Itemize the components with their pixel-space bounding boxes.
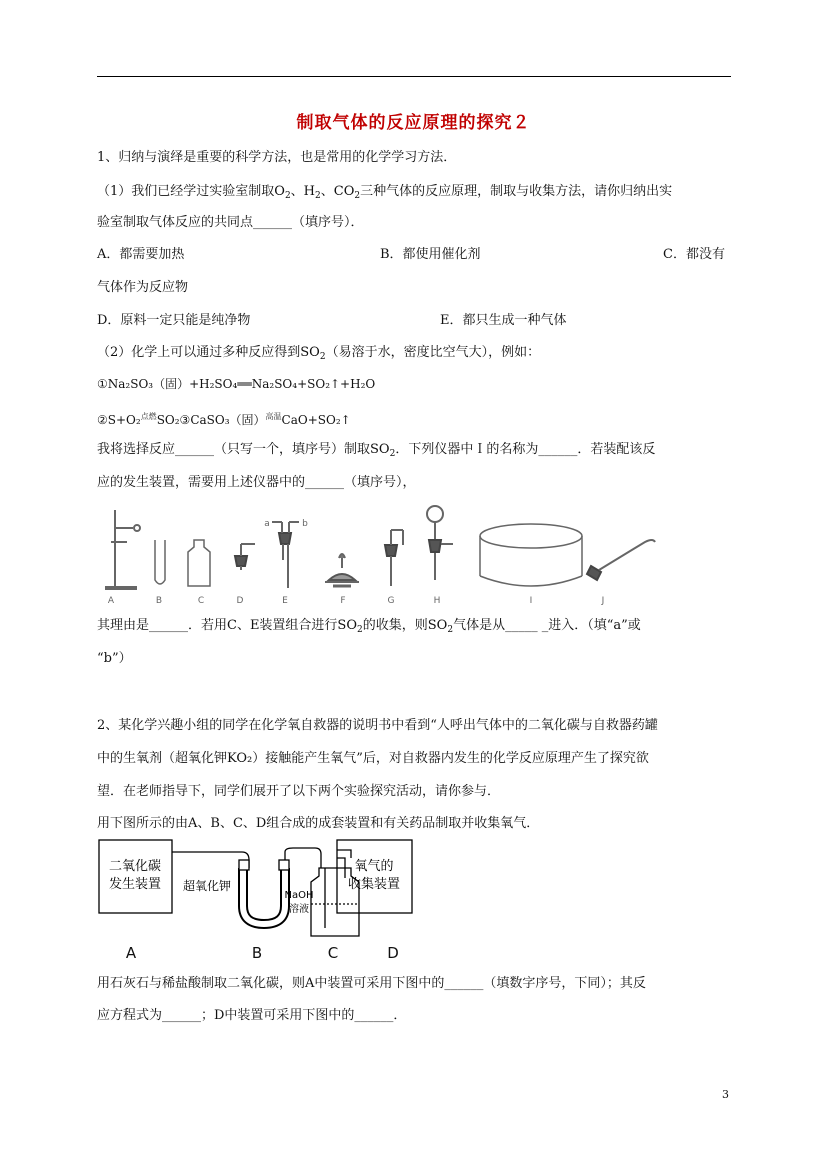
reagent-c-line1: NaOH [284, 890, 314, 901]
q1-part1-line1: （1）我们已经学过实验室制取$O_2$、$H_2$、$CO_2$三种气体的反应原理，制取与收集方法，请你归纳出实 [97, 184, 673, 201]
option-a: A．都需要加热 [97, 247, 185, 262]
q1-intro: 1、归纳与演绎是重要的科学方法，也是常用的化学学习方法． [97, 150, 457, 165]
q2-line1: 2、某化学兴趣小组的同学在化学氧自救器的说明书中看到“人呼出气体中的二氧化碳与自救器药罐 [97, 718, 658, 733]
caption-a: A [125, 944, 137, 962]
caption-b: B [251, 944, 263, 962]
q1-part3-line1: 我将选择反应______（只写一个，填序号）制取$SO_2$．下列仪器中Ｉ的名称为______．若装配该反 [97, 442, 656, 459]
header-rule [97, 76, 731, 77]
apparatus-h-thistle-funnel [427, 506, 453, 580]
q1-part2-line: （2）化学上可以通过多种反应得到$SO_2$（易溶于水，密度比空气大），例如： [97, 345, 541, 362]
label-j: J [601, 596, 605, 606]
caption-d: D [387, 944, 399, 962]
page-number: 3 [722, 1088, 729, 1101]
equation-2-3: ②S+O₂$^{点燃}$SO₂③CaSO₃（固）$^{高温}$CaO+SO₂↑ [97, 412, 351, 427]
option-d: D．原料一定只能是纯净物 [97, 313, 251, 328]
apparatus-j-bent-tube [587, 540, 655, 580]
label-c: C [197, 596, 205, 606]
option-b: B．都使用催化剂 [380, 247, 481, 262]
q1-part1-line2: 验室制取气体反应的共同点______（填序号）． [97, 215, 364, 230]
q1-part4-line1: 其理由是______．若用C、E装置组合进行$SO_2$的收集，则$SO_2$气体是从_____ _进入．（填“a”或 [97, 618, 641, 635]
label-e: E [282, 596, 288, 606]
label-g: G [387, 596, 395, 606]
label-b: B [155, 596, 163, 606]
apparatus-figure [97, 500, 677, 612]
reagent-b: 超氧化钾 [182, 879, 232, 893]
oxygen-apparatus-diagram [97, 838, 427, 968]
q2-line6: 应方程式为______；D中装置可采用下图中的______． [97, 1008, 407, 1023]
label-d: D [236, 596, 244, 606]
u-tube [243, 868, 285, 924]
q1-part4-line2: “b”） [97, 651, 132, 666]
box-a-line2: 发生装置 [108, 877, 162, 892]
label-port-b: b [302, 519, 308, 529]
label-f: F [340, 596, 346, 606]
box-d-line2: 收集装置 [347, 877, 401, 892]
q2-line2: 中的生氧剂（超氧化钾KO₂）接触能产生氧气”后，对自救器内发生的化学反应原理产生了探究欲 [97, 751, 649, 766]
apparatus-g-stopper [385, 530, 403, 586]
page-title: 制取气体的反应原理的探究２ [296, 113, 531, 133]
apparatus-f-alcohol-lamp [325, 554, 359, 586]
label-h: H [433, 596, 441, 606]
box-a-line1: 二氧化碳 [108, 859, 162, 874]
label-i: I [529, 596, 533, 606]
apparatus-c-gas-bottle [188, 540, 210, 586]
caption-c: C [327, 944, 339, 962]
option-c: C．都没有 [663, 247, 725, 262]
apparatus-b-test-tube [155, 540, 165, 584]
q2-line3: 望．在老师指导下，同学们展开了以下两个实验探究活动，请你参与． [97, 784, 501, 799]
reagent-c-line2: 溶液 [289, 904, 309, 915]
apparatus-a-iron-stand [105, 510, 140, 588]
wash-bottle [311, 858, 359, 936]
apparatus-d-stopper [235, 544, 255, 570]
equation-1: ①Na₂SO₃（固）+H₂SO₄══Na₂SO₄+SO₂↑+H₂O [97, 377, 376, 391]
option-c-continued: 气体作为反应物 [97, 280, 189, 295]
option-e: E．都只生成一种气体 [440, 313, 567, 328]
apparatus-e-two-hole-stopper [272, 522, 299, 588]
box-d-line1: 氧气的 [354, 859, 394, 874]
apparatus-i-water-trough [480, 524, 582, 586]
label-a: A [107, 596, 115, 606]
q1-part3-line2: 应的发生装置，需要用上述仪器中的______（填序号）， [97, 475, 416, 490]
q2-line4: 用下图所示的由A、B、C、D组合成的成套装置和有关药品制取并收集氧气． [97, 816, 540, 831]
label-port-a: a [264, 519, 270, 529]
q2-line5: 用石灰石与稀盐酸制取二氧化碳，则A中装置可采用下图中的______（填数字序号，下同）；其反 [97, 976, 646, 991]
